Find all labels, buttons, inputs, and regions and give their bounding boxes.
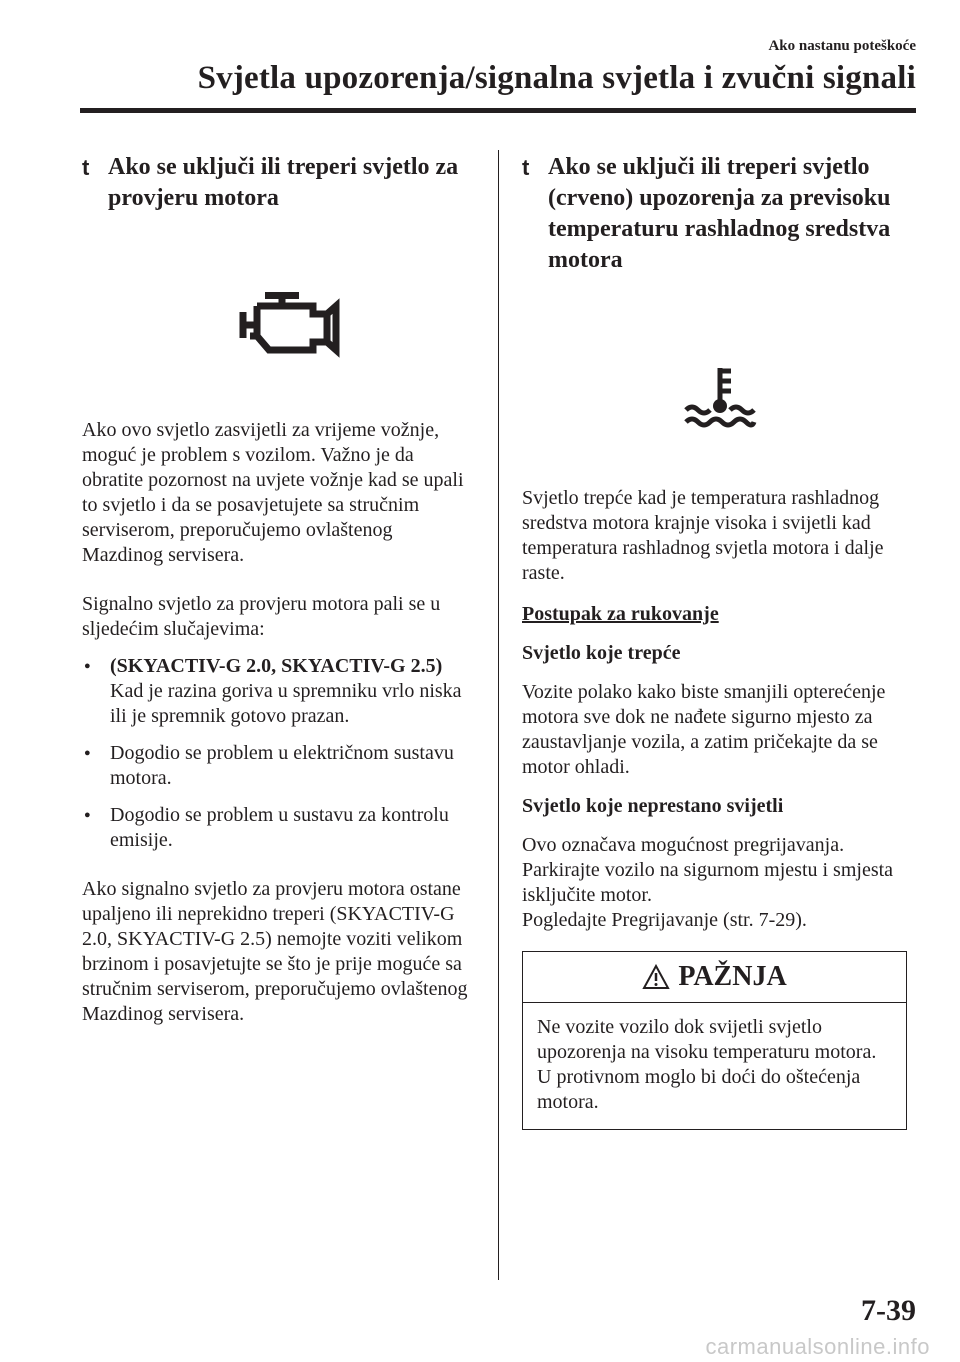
paragraph-description: Svjetlo trepće kad je temperatura rashladnog sredstva motora krajnje visoka i svijetli kad temperatura rashladnog svjetla motora i dalje raste. — [522, 487, 884, 584]
page-number: 7-39 — [861, 1294, 916, 1327]
cases-list — [82, 654, 472, 853]
caution-box — [522, 951, 907, 1130]
heading-text: Ako se uključi ili treperi svjetlo (crveno) upozorenja za previsoku temperaturu rashladnog sredstva motora — [548, 154, 891, 273]
left-column — [82, 152, 472, 1051]
caution-title: PAŽNJA — [678, 961, 787, 992]
caution-body — [523, 1003, 906, 1129]
steady-reference: Pogledajte Pregrijavanje (str. 7-29). — [522, 909, 807, 931]
column-divider — [498, 150, 499, 1280]
blinking-title: Svjetlo koje trepće — [522, 642, 681, 664]
paragraph-intro: Ako ovo svjetlo zasvijetli za vrijeme vožnje, moguć je problem s vozilom. Važno je da obratite pozornost na uvjete vožnje kad se upali to svjetlo i da se posavjetujete sa stručnim serviserom, preporučujemo ovlaštenog Mazdinog servisera. — [82, 419, 464, 566]
warning-triangle-icon — [642, 964, 670, 990]
steady-text: Ovo označava mogućnost pregrijavanja. Parkirajte vozilo na sigurnom mjestu i smjesta isključite motor. — [522, 834, 894, 906]
list-item-bold: ● (SKYACTIV-G 2.0, SKYACTIV-G 2.5) — [110, 655, 443, 677]
procedure-title: Postupak za rukovanje — [522, 603, 719, 625]
caution-header — [523, 952, 906, 1003]
list-item-text: Dogodio se problem u sustavu za kontrolu emisije. — [110, 804, 449, 851]
paragraph-advice: Ako signalno svjetlo za provjeru motora ostane upaljeno ili neprekidno treperi (SKYACTIV-G 2.0, SKYACTIV-G 2.5) nemojte voziti velikom brzinom i posavjetujte se što je prije moguće sa stručnim serviserom, preporučujemo ovlaštenog Mazdinog servisera. — [82, 878, 468, 1025]
page-title: Svjetla upozorenja/signalna svjetla i zvučni signali — [197, 60, 916, 96]
blinking-text: Vozite polako kako biste smanjili opterećenje motora sve dok ne nađete sigurno mjesto za zaustavljanje vozila, a zatim pričekajte da se motor ohladi. — [522, 681, 886, 778]
caution-text: Ne vozite vozilo dok svijetli svjetlo upozorenja na visoku temperaturu motora. U protivnom moglo bi doći do oštećenja motora. — [537, 1016, 877, 1113]
coolant-temperature-icon — [683, 366, 757, 428]
watermark: carmanualsonline.info — [705, 1334, 930, 1359]
right-column — [522, 152, 917, 1130]
header-rule — [80, 108, 916, 113]
heading-bullet: t — [82, 155, 90, 180]
heading-bullet: t — [522, 155, 530, 180]
list-item — [82, 803, 472, 853]
list-item-text: Kad je razina goriva u spremniku vrlo niska ili je spremnik gotovo prazan. — [110, 680, 462, 727]
heading-text: Ako se uključi ili treperi svjetlo za provjeru motora — [108, 154, 459, 211]
section-heading-check-engine — [82, 152, 472, 214]
check-engine-icon — [239, 292, 343, 358]
steady-title: Svjetlo koje neprestano svijetli — [522, 795, 784, 817]
section-heading-coolant — [522, 152, 917, 276]
list-item — [82, 741, 472, 791]
paragraph-cases-intro: Signalno svjetlo za provjeru motora pali se u sljedećim slučajevima: — [82, 593, 441, 640]
header-section-label: Ako nastanu poteškoće — [768, 38, 916, 54]
list-item-text: Dogodio se problem u električnom sustavu motora. — [110, 742, 454, 789]
list-item — [82, 654, 472, 729]
